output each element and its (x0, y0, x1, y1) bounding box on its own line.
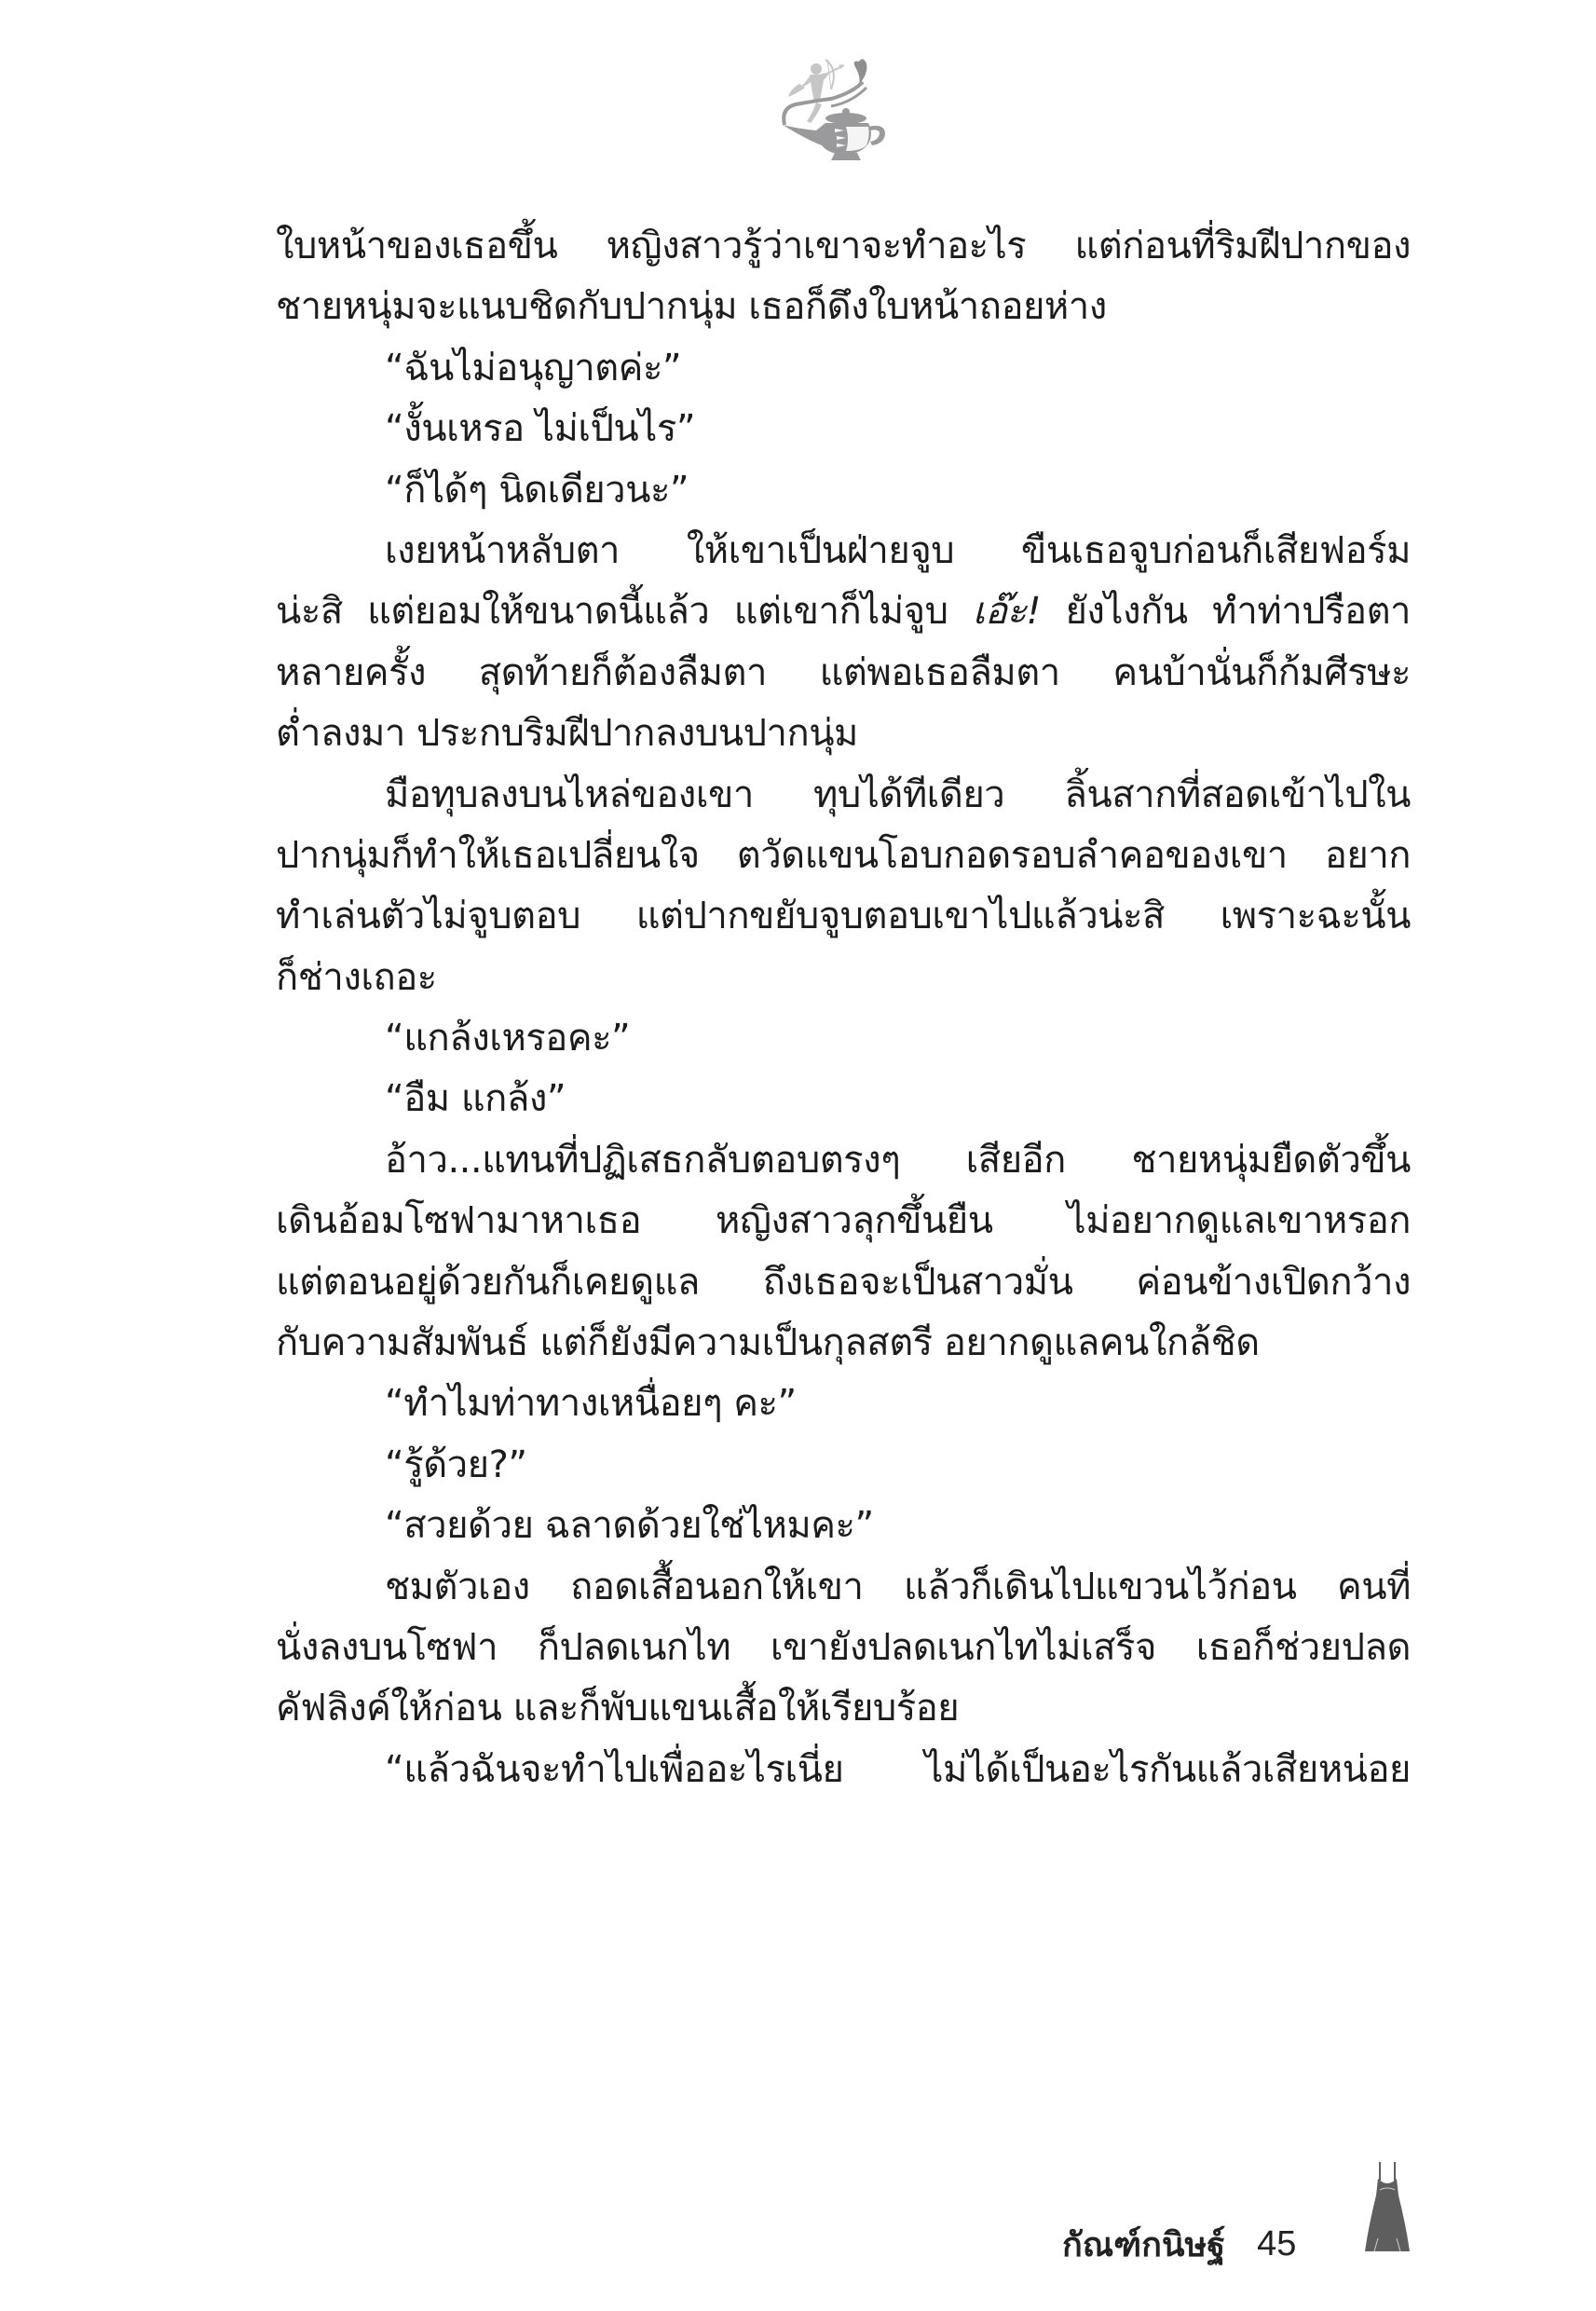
paragraph-line: กับความสัมพันธ์ แต่ก็ยังมีความเป็นกุลสตรี อยากดูแลคนใกล้ชิด (276, 1321, 1260, 1365)
line-segment: ยังไงกัน ทำท่าปรือตา (1041, 590, 1412, 634)
page-footer (1062, 2216, 1296, 2272)
paragraph-line: ปากนุ่มก็ทำให้เธอเปลี่ยนใจ ตวัดแขนโอบกอดรอบลำคอของเขา อยาก (276, 833, 1411, 877)
dress-icon (1365, 2160, 1410, 2257)
dialogue-line: “แกล้งเหรอคะ” (385, 1017, 631, 1060)
paragraph-line: ชายหนุ่มจะแนบชิดกับปากนุ่ม เธอก็ดึงใบหน้าถอยห่าง (276, 285, 1107, 329)
paragraph-first-line: อ้าว...แทนที่ปฏิเสธกลับตอบตรงๆ เสียอีก ชายหนุ่มยืดตัวขึ้น (385, 1138, 1411, 1182)
paragraph-line: นั่งลงบนโซฟา ก็ปลดเนกไท เขายังปลดเนกไทไม่เสร็จ เธอก็ช่วยปลด (276, 1625, 1411, 1669)
line-segment: น่ะสิ แต่ยอมให้ขนาดนี้แล้ว แต่เขาก็ไม่จูบ (276, 590, 973, 634)
paragraph-line: ใบหน้าของเธอขึ้น หญิงสาวรู้ว่าเขาจะทำอะไร แต่ก่อนที่ริมฝีปากของ (276, 225, 1411, 267)
paragraph-first-line: ชมตัวเอง ถอดเสื้อนอกให้เขา แล้วก็เดินไปแขวนไว้ก่อน คนที่ (385, 1565, 1411, 1608)
cupid-genie-lamp-icon (779, 56, 900, 172)
dialogue-line: “อืม แกล้ง” (385, 1077, 566, 1121)
dialogue-line: “ฉันไม่อนุญาตค่ะ” (385, 346, 682, 390)
dialogue-line: “สวยด้วย ฉลาดด้วยใช่ไหมคะ” (385, 1504, 874, 1548)
paragraph-line: ต่ำลงมา ประกบริมฝีปากลงบนปากนุ่ม (276, 712, 858, 756)
italic-exclamation: เอ๊ะ! (972, 590, 1042, 634)
paragraph-first-line: มือทุบลงบนไหล่ของเขา ทุบได้ทีเดียว ลิ้นสากที่สอดเข้าไปใน (385, 773, 1411, 816)
paragraph-line: แต่ตอนอยู่ด้วยกันก็เคยดูแล ถึงเธอจะเป็นสาวมั่น ค่อนข้างเปิดกว้าง (276, 1260, 1411, 1304)
paragraph-line: คัฟลิงค์ให้ก่อน และก็พับแขนเสื้อให้เรียบร้อย (276, 1687, 960, 1730)
paragraph-line: หลายครั้ง สุดท้ายก็ต้องลืมตา แต่พอเธอลืมตา คนบ้านั่นก็ก้มศีรษะ (276, 650, 1411, 694)
paragraph-first-line: เงยหน้าหลับตา ให้เขาเป็นฝ่ายจูบ ขืนเธอจูบก่อนก็เสียฟอร์ม (385, 528, 1411, 572)
page-number: 45 (1257, 2223, 1297, 2263)
paragraph-line: ทำเล่นตัวไม่จูบตอบ แต่ปากขยับจูบตอบเขาไปแล้วน่ะสิ เพราะฉะนั้น (276, 895, 1411, 938)
paragraph-first-line: “แล้วฉันจะทำไปเพื่ออะไรเนี่ย ไม่ได้เป็นอะไรกันแล้วเสียหน่อย (385, 1747, 1411, 1791)
book-title: กัณฑ์กนิษฐ์ (1062, 2225, 1226, 2264)
dialogue-line: “ทำไมท่าทางเหนื่อยๆ คะ” (385, 1382, 797, 1426)
paragraph-line: เดินอ้อมโซฟามาหาเธอ หญิงสาวลุกขึ้นยืน ไม่อยากดูแลเขาหรอก (276, 1199, 1411, 1243)
body-text (276, 216, 1411, 1800)
dialogue-line: “ก็ได้ๆ นิดเดียวนะ” (385, 468, 689, 512)
dialogue-line: “งั้นเหรอ ไม่เป็นไร” (385, 407, 696, 451)
paragraph-line: ก็ช่างเถอะ (276, 955, 437, 999)
paragraph-line (276, 581, 1411, 642)
dialogue-line: “รู้ด้วย?” (385, 1443, 527, 1486)
